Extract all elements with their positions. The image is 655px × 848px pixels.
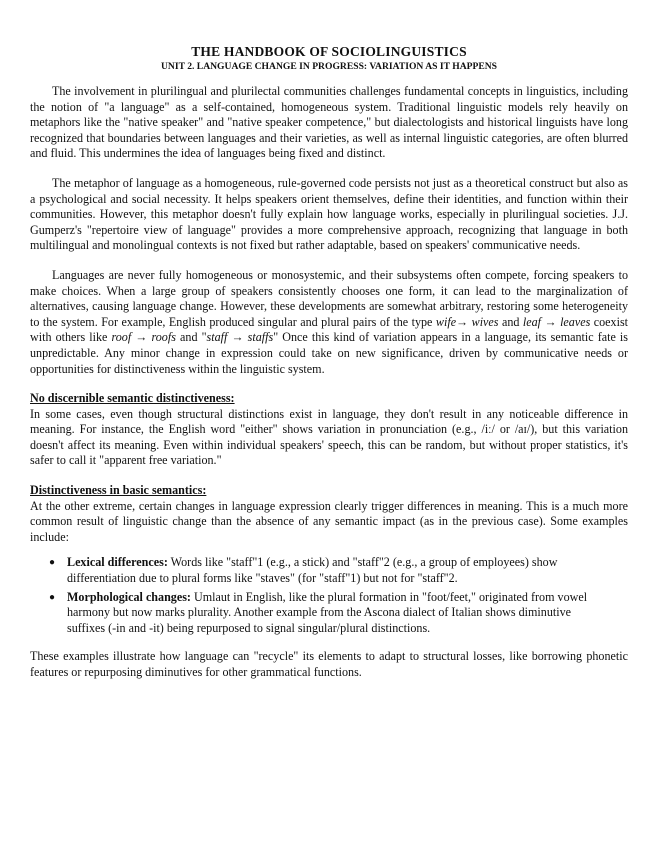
example-roof-roofs: roof → roofs <box>111 330 176 345</box>
bullet-icon: ● <box>49 557 56 569</box>
paragraph-3-mid: coexist with others like <box>30 314 629 345</box>
list-item-lexical <box>30 555 628 586</box>
examples-list <box>30 555 628 636</box>
example-wife-wives: wife→ wives <box>435 314 499 329</box>
paragraph-3-and-2: and " <box>175 330 207 345</box>
paragraph-1: The involvement in plurilingual and plurilectal communities challenges fundamental concepts in linguistics, including the notion of "a language" as a self-contained, homogeneous system. Traditional linguistic models rely heavily on metaphors like the "native speaker" and "native speaker competence," but dialectologists and historical linguists have long recognized that boundaries between languages and their varieties, as well as internal linguistic categories, are often blurred and fluid. This undermines the idea of languages being fixed and distinct. <box>30 84 628 161</box>
paragraph-3-text-a: Languages are never fully homogeneous or monosystemic, and their subsystems often compete, forcing speakers to make choices. When a large group of speakers consistently chooses one form, it can lead to the marginalization of alternatives, causing language change. However, these developments are somewhat arbitrary, restoring some heterogeneity to the system. For example, English produced singular and plural pairs of the type <box>30 267 628 329</box>
lexical-text: Words like "staff"1 (e.g., a stick) and "staff"2 (e.g., a group of employees) show differentiation due to plural forms like "staves" (for "staff"1) but not for "staff"2. <box>67 555 558 586</box>
heading-basic-semantics: Distinctiveness in basic semantics: <box>30 483 207 498</box>
paragraph-3 <box>30 268 628 377</box>
heading-no-semantic-distinctiveness: No discernible semantic distinctiveness: <box>30 391 235 406</box>
paragraph-2: The metaphor of language as a homogeneous, rule-governed code persists not just as a theoretical construct but also as a psychological and social necessity. It helps speakers orient themselves, define their identities, and function within their communities. However, this metaphor doesn't fully explain how language works, especially in plurilingual societies. J.J. Gumperz's "repertoire view of language" provides a more comprehensive approach, recognizing that language in both multilingual and monolingual contexts is not fixed but rather adaptable, based on speakers' communicative needs. <box>30 175 628 253</box>
bullet-icon: ● <box>49 591 56 603</box>
morphological-text: Umlaut in English, like the plural formation in "foot/feet," originated from vowel harmony but now marks plurality. Another example from the Ascona dialect of Italian shows diminutive suffixes (-in and -it) being repurposed to signal singular/plural distinctions. <box>67 589 588 635</box>
document-title: THE HANDBOOK OF SOCIOLINGUISTICS <box>191 44 467 59</box>
list-item-morphological <box>30 590 628 637</box>
paragraph-5: At the other extreme, certain changes in language expression clearly trigger differences in meaning. This is a much more common result of linguistic change than the absence of any semantic impact (as in the previous case). Some examples include: <box>30 498 628 544</box>
unit-subtitle: UNIT 2. LANGUAGE CHANGE IN PROGRESS: VARIATION AS IT HAPPENS <box>160 61 498 72</box>
paragraph-3-end: " Once this kind of variation appears in a language, its semantic fate is unpredictable. Any minor change in expression could take on new significance, driven by communicative needs or opportunities for distinctiveness within the linguistic system. <box>30 330 628 376</box>
morphological-label: Morphological changes: <box>67 589 191 604</box>
lexical-label: Lexical differences: <box>67 555 168 570</box>
example-staff-staffs: staff → staffs <box>206 330 274 345</box>
paragraph-4: In some cases, even though structural distinctions exist in language, they don't result in any noticeable difference in meaning. For instance, the English word "either" shows variation in pronunciation (e.g., /iː/ or /aɪ/), but this variation doesn't affect its meaning. Even within individual speakers' speech, this can be random, but without proper statistics, it's safer to call it "apparent free variation." <box>30 406 628 468</box>
paragraph-3-and-1: and <box>498 314 523 329</box>
document-page <box>30 44 628 681</box>
paragraph-6: These examples illustrate how language can "recycle" its elements to adapt to structural losses, like borrowing phonetic features or repurposing diminutives for other grammatical functions. <box>30 649 628 679</box>
example-leaf-leaves: leaf → leaves <box>522 314 591 329</box>
